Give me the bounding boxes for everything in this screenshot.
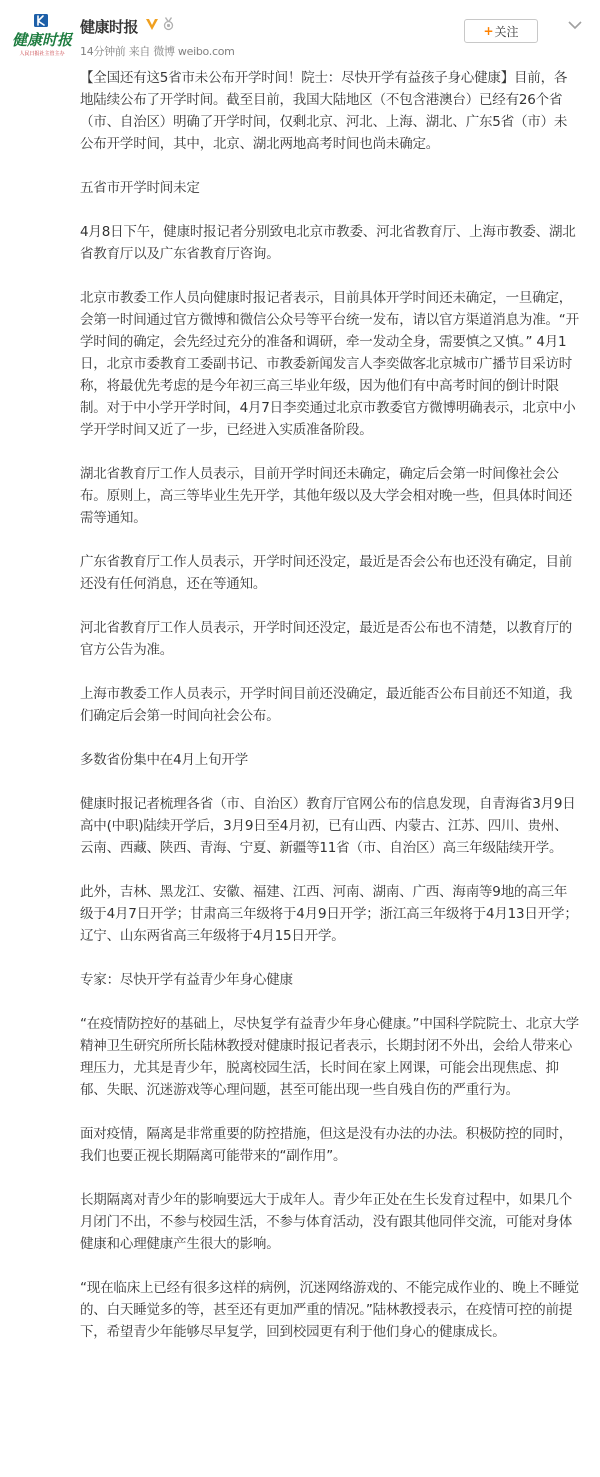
post-paragraph: “在疫情防控好的基础上，尽快复学有益青少年身心健康。”中国科学院院士、北京大学精神卫生研究所所长陆林教授对健康时报记者表示，长期封闭不外出，会给人带来心理压力，尤其是青少年，脱离校园生活，长时间在家上网课，可能会出现焦虑、抑郁、失眠、沉迷游戏等心理问题，甚至可能出现一些自残自伤的严重行为。 <box>80 1016 579 1098</box>
follow-label: 关注 <box>494 24 519 39</box>
post-paragraph: 长期隔离对青少年的影响要远大于成年人。青少年正处在生长发育过程中，如果几个月闭门不出，不参与校园生活，不参与体育活动，没有跟其他同伴交流，可能对身体健康和心理健康产生很大的影响。 <box>80 1192 573 1252</box>
post-paragraph: 4月8日下午，健康时报记者分别致电北京市教委、河北省教育厅、上海市教委、湖北省教育厅以及广东省教育厅咨询。 <box>80 224 576 262</box>
section-heading: 五省市开学时间未定 <box>80 180 200 196</box>
account-name[interactable]: 健康时报 <box>80 18 139 36</box>
post-paragraph: “现在临床上已经有很多这样的病例，沉迷网络游戏的、不能完成作业的、晚上不睡觉的、白天睡觉多的等，甚至还有更加严重的情况。”陆林教授表示，在疫情可控的前提下，希望青少年能够尽早复学，回到校园更有利于他们身心的健康成长。 <box>80 1280 579 1340</box>
post-paragraph: 健康时报记者梳理各省（市、自治区）教育厅官网公布的信息发现，自青海省3月9日高中(中职)陆续开学后，3月9日至4月初，已有山西、内蒙古、江苏、四川、贵州、云南、西藏、陕西、青海、宁夏、新疆等11省（市、自治区）高三年级陆续开学。 <box>80 796 576 856</box>
post-paragraph: 广东省教育厅工作人员表示，开学时间还没定，最近是否会公布也还没有确定，目前还没有任何消息，还在等通知。 <box>80 554 573 592</box>
post-paragraph: 此外，吉林、黑龙江、安徽、福建、江西、河南、湖南、广西、海南等9地的高三年级于4月7日开学；甘肃高三年级将于4月9日开学；浙江高三年级将于4月13日开学；辽宁、山东两省高三年级将于4月15日开学。 <box>80 884 578 944</box>
post-meta <box>80 43 235 59</box>
section-heading: 专家：尽快开学有益青少年身心健康 <box>80 972 293 988</box>
post-paragraph: 湖北省教育厅工作人员表示，目前开学时间还未确定，确定后会第一时间像社会公布。原则上，高三等毕业生先开学，其他年级以及大学会相对晚一些，但具体时间还需等通知。 <box>80 466 573 526</box>
post-source[interactable]: 微博 weibo.com <box>153 45 235 58</box>
logo-wordmark: 健康时报 <box>11 31 73 49</box>
post-timestamp[interactable]: 14分钟前 <box>80 45 126 58</box>
plus-icon: + <box>483 24 494 38</box>
chevron-down-icon[interactable] <box>567 19 583 31</box>
post-paragraph: 上海市教委工作人员表示，开学时间目前还没确定，最近能否公布目前还不知道，我们确定后会第一时间向社会公布。 <box>80 686 573 724</box>
post-header <box>0 0 600 68</box>
verified-v-icon <box>145 17 159 31</box>
section-heading: 多数省份集中在4月上旬开学 <box>80 752 248 768</box>
logo-emblem <box>34 14 48 27</box>
post-body <box>80 67 580 1343</box>
via-prefix: 来自 <box>128 45 151 58</box>
avatar[interactable] <box>11 14 73 58</box>
post-paragraph: 河北省教育厅工作人员表示，开学时间还没定，最近是否公布也不清楚，以教育厅的官方公告为准。 <box>80 620 573 658</box>
logo-tagline: 人民日报社主管主办 <box>19 51 65 57</box>
follow-button[interactable] <box>464 19 538 43</box>
post-paragraph: 北京市教委工作人员向健康时报记者表示，目前具体开学时间还未确定，一旦确定，会第一时间通过官方微博和微信公众号等平台统一发布，请以官方渠道消息为准。“开学时间的确定，会先经过充分的准备和调研，牵一发动全身，需要慎之又慎。” 4月1日，北京市委教育工委副书记、市教委新闻发言人李奕做客北京城市广播节目采访时称，将最优先考虑的是今年初三高三毕业年级，因为他们有中高考时间的倒计时限制。对于中小学开学时间，4月7日李奕通过北京市教委官方微博明确表示，北京中小学开学时间又近了一步，已经进入实质准备阶段。 <box>80 290 579 438</box>
post-paragraph: 面对疫情，隔离是非常重要的防控措施，但这是没有办法的办法。积极防控的同时，我们也要正视长期隔离可能带来的“副作用”。 <box>80 1126 573 1164</box>
medal-icon[interactable] <box>162 17 175 30</box>
post-paragraph: 【全国还有这5省市未公布开学时间！院士：尽快开学有益孩子身心健康】目前，各地陆续公布了开学时间。截至目前，我国大陆地区（不包含港澳台）已经有26个省（市、自治区）明确了开学时间，仅剩北京、河北、上海、湖北、广东5省（市）未公布开学时间，其中，北京、湖北两地高考时间也尚未确定。 <box>80 70 568 152</box>
